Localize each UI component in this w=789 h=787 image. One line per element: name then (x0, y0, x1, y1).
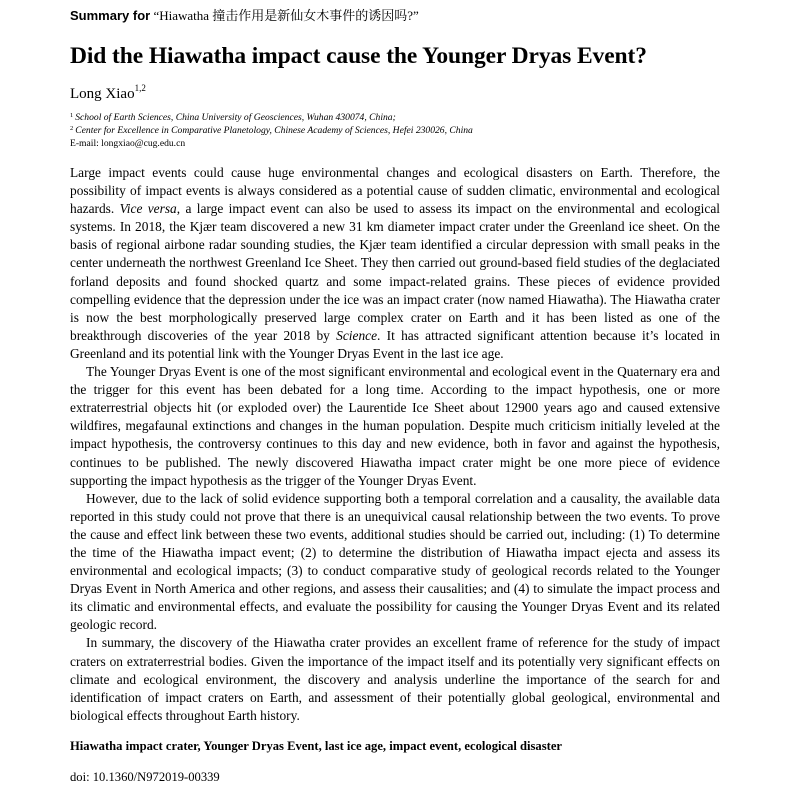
doi: doi: 10.1360/N972019-00339 (70, 770, 220, 784)
summary-header (70, 5, 419, 24)
affiliation-1-number: 1 (70, 112, 74, 119)
paragraph-1-science: Science (336, 327, 378, 343)
affiliation-2-number: 2 (70, 125, 74, 132)
summary-body (70, 164, 720, 725)
paragraph-1-vice-versa: Vice versa (119, 201, 177, 217)
keywords: Hiawatha impact crater, Younger Dryas Event, last ice age, impact event, ecological disaster (70, 739, 562, 753)
paragraph-1-part-a: Large impact events could cause huge environmental changes and ecological disasters on Earth. Therefore, the possibility of impact events is always considered as a potential cause of sudden climatic, environmental and ecological hazards. (70, 165, 720, 217)
summary-label: Summary for (70, 8, 151, 23)
paragraph-1-part-c: . It has attracted significant attention because it’s located in Greenland and its potential link with the Younger Dryas Event in the last ice age. (70, 327, 720, 361)
affiliation-1-text: School of Earth Sciences, China University of Geosciences, Wuhan 430074, China; (75, 112, 396, 123)
paragraph-1 (70, 164, 720, 363)
paragraph-4: In summary, the discovery of the Hiawatha crater provides an excellent frame of reference for the study of impact craters on extraterrestrial bodies. Given the importance of the impact itself and its potentially very significant effects on climate and ecological environment, the discovery and analysis underline the importance of the search for and identification of impact craters on Earth, and assessment of their potentially global geological, environmental and biological effects throughout Earth history. (70, 635, 720, 723)
paragraph-1-part-b: , a large impact event can also be used to assess its impact on the environmental and ecological systems. In 2018, the Kjær team discovered a new 31 km diameter impact crater under the Greenland ice sheet. On the basis of regional airbone radar sounding studies, the Kjær team identified a circular depression with small peaks in the center underneath the northwest Greenland Ice Sheet. They then carried out ground-based field studies of the deglaciated forland deposits and found shocked quartz and some impact-related grains. These pieces of evidence provided compelling evidence that the depression under the ice was an impact crater (now named Hiawatha). The Hiawatha crater is now the best morphologically preserved large complex crater on Earth and it has been listed as one of the breakthrough discoveries of the year 2018 by (70, 201, 720, 343)
affiliation-2-text: Center for Excellence in Comparative Planetology, Chinese Academy of Sciences, Hefei 230026, China (75, 125, 473, 136)
paragraph-3: However, due to the lack of solid evidence supporting both a temporal correlation and a causality, the available data reported in this study could not prove that there is an unequivical causal relationship between the two events. To prove the cause and effect link between these two events, additional studies should be carried out, including: (1) To determine the time of the Hiawatha impact event; (2) to determine the distribution of Hiawatha impact ejecta and assess its environmental and ecological impacts; (3) to conduct comparative study of geological records related to the Younger Dryas Event in North America and other regions, and assess their causalities; and (4) to simulate the impact process and its climatic and environmental effects, and evaluate the possibility for causing the Younger Dryas Event and its related geologic record. (70, 490, 720, 633)
author-name: Long Xiao (70, 86, 135, 102)
summary-original-title: “Hiawatha 撞击作用是新仙女木事件的诱因吗?” (153, 8, 419, 23)
author-affiliation-marks: 1,2 (134, 83, 146, 93)
affiliation-2 (70, 125, 473, 136)
affiliation-1 (70, 112, 396, 123)
paper-title: Did the Hiawatha impact cause the Younger Dryas Event? (70, 43, 647, 69)
paragraph-2: The Younger Dryas Event is one of the most significant environmental and ecological event in the Quaternary era and the trigger for this event has been debated for a long time. According to the impact hypothesis, one or more extraterrestrial objects hit (or exploded over) the Laurentide Ice Sheet about 12900 years ago and caused extensive wildfires, megafaunal extinctions and changes in the human population. Despite much criticism initially leveled at the impact hypothesis, the controversy continues to this day and new evidence, both in favor and against the hypothesis, continues to be published. The newly discovered Hiawatha impact crater might be one more piece of evidence supporting the impact hypothesis as the trigger of the Younger Dryas Event. (70, 364, 720, 488)
author-line (70, 83, 146, 103)
author-email: E-mail: longxiao@cug.edu.cn (70, 138, 186, 149)
